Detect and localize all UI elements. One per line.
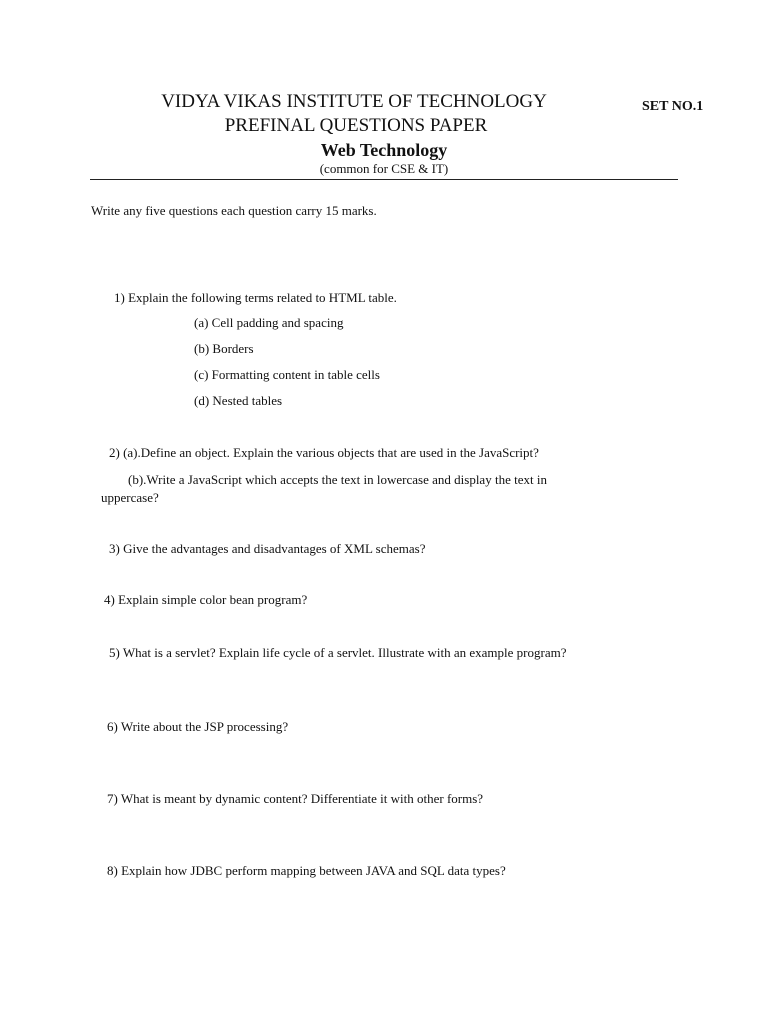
question-7: 7) What is meant by dynamic content? Differentiate it with other forms? [107,791,484,806]
subject-title: Web Technology [320,140,448,160]
question-1-item-d: (d) Nested tables [194,393,283,408]
question-2b: (b).Write a JavaScript which accepts the text in lowercase and display the text in [128,472,547,487]
header-divider [90,179,678,180]
institute-name: VIDYA VIKAS INSTITUTE OF TECHNOLOGY [161,91,547,112]
set-number: SET NO.1 [642,99,704,114]
question-2a: 2) (a).Define an object. Explain the various objects that are used in the JavaScript? [109,445,539,460]
question-1-item-c: (c) Formatting content in table cells [194,367,380,382]
question-5: 5) What is a servlet? Explain life cycle of a servlet. Illustrate with an example program? [109,645,567,660]
question-6: 6) Write about the JSP processing? [107,719,289,734]
question-1-item-b: (b) Borders [194,341,254,356]
question-8: 8) Explain how JDBC perform mapping between JAVA and SQL data types? [107,863,506,878]
question-4: 4) Explain simple color bean program? [104,592,308,607]
paper-title: PREFINAL QUESTIONS PAPER [224,115,488,136]
common-for-note: (common for CSE & IT) [319,161,449,176]
question-1-item-a: (a) Cell padding and spacing [194,315,344,330]
question-1: 1) Explain the following terms related to HTML table. [114,290,397,305]
instructions: Write any five questions each question carry 15 marks. [91,203,377,218]
question-3: 3) Give the advantages and disadvantages of XML schemas? [109,541,426,556]
question-2b-continued: uppercase? [101,490,159,505]
